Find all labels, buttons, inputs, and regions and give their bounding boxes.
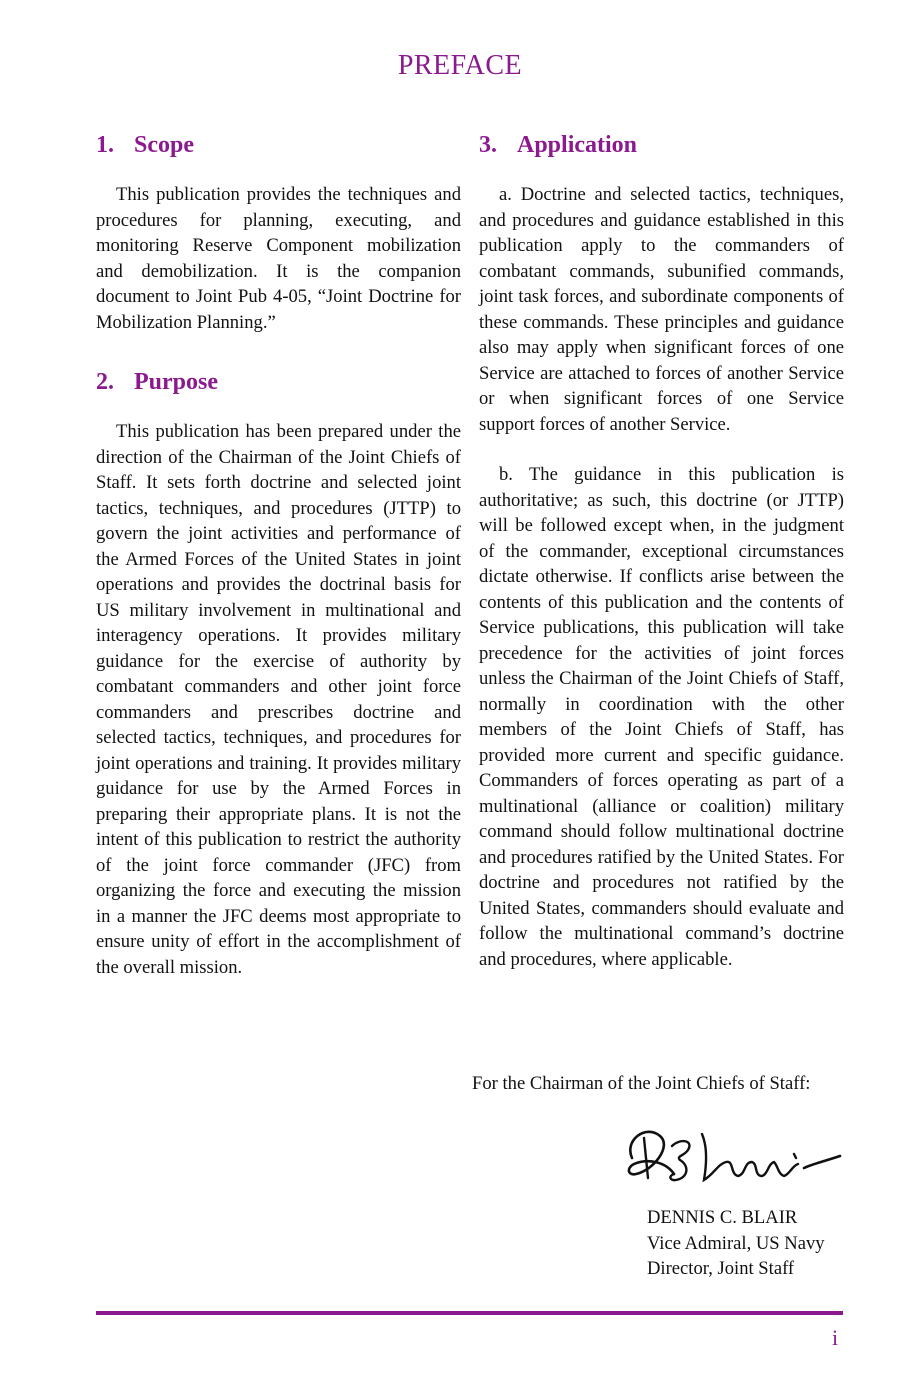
signoff-line: For the Chairman of the Joint Chiefs of Staff:: [472, 1073, 811, 1094]
footer-rule: [96, 1311, 843, 1315]
section-title: Purpose: [134, 369, 218, 395]
section-title: Application: [517, 132, 638, 158]
left-column: [96, 128, 461, 980]
right-column: [479, 128, 844, 972]
section-heading-scope: [96, 128, 461, 162]
signer-name: DENNIS C. BLAIR: [647, 1207, 798, 1228]
application-paragraph-a: a. Doctrine and selected tactics, techniques, and procedures and guidance established in this publication apply to the commanders of combatant commands, subunified commands, joint task forces, and subordinate components of these commands. These principles and guidance also may apply when significant forces of one Service are attached to forces of another Service or when significant forces of one Service support forces of another Service.: [479, 184, 844, 435]
section-number: 3.: [479, 132, 497, 158]
section-number: 1.: [96, 132, 114, 158]
section-heading-purpose: [96, 365, 461, 399]
section-title: Scope: [134, 132, 194, 158]
scope-paragraph: This publication provides the techniques and procedures for planning, executing, and monitoring Reserve Component mobilization and demobilization. It is the companion document to Joint Pub 4-05, “Joint Doctrine for Mobilization Planning.”: [96, 184, 461, 333]
application-paragraph-b: b. The guidance in this publication is authoritative; as such, this doctrine (or JTTP) will be followed except when, in the judgment of the commander, exceptional circumstances dictate otherwise. If conflicts arise between the contents of this publication and the contents of Service publications, this publication will take precedence for the activities of joint forces unless the Chairman of the Joint Chiefs of Staff, normally in coordination with the other members of the Joint Chiefs of Staff, has provided more current and specific guidance. Commanders of forces operating as part of a multinational (alliance or coalition) military command should follow multinational doctrine and procedures ratified by the United States. For doctrine and procedures not ratified by the United States, commanders should evaluate and follow the multinational command’s doctrine and procedures, where applicable.: [479, 464, 844, 970]
signer-position: Director, Joint Staff: [647, 1258, 795, 1279]
page-number: i: [832, 1325, 839, 1350]
page-title: PREFACE: [397, 50, 523, 81]
section-heading-application: [479, 128, 844, 162]
section-number: 2.: [96, 369, 114, 395]
purpose-paragraph: This publication has been prepared under the direction of the Chairman of the Joint Chiefs of Staff. It sets forth doctrine and selected joint tactics, techniques, and procedures (JTTP) to govern the joint activities and performance of the Armed Forces of the United States in joint operations and provides the doctrinal basis for US military involvement in multinational and interagency operations. It provides military guidance for the exercise of authority by combatant commanders and other joint force commanders and prescribes doctrine and selected tactics, techniques, and procedures for joint operations and training. It provides military guidance for use by the Armed Forces in preparing their appropriate plans. It is not the intent of this publication to restrict the authority of the joint force commander (JFC) from organizing the force and executing the mission in a manner the JFC deems most appropriate to ensure unity of effort in the accomplishment of the overall mission.: [96, 421, 461, 978]
signature-block: [647, 1205, 825, 1282]
signature-image: [618, 1118, 848, 1198]
signer-rank: Vice Admiral, US Navy: [647, 1232, 825, 1254]
